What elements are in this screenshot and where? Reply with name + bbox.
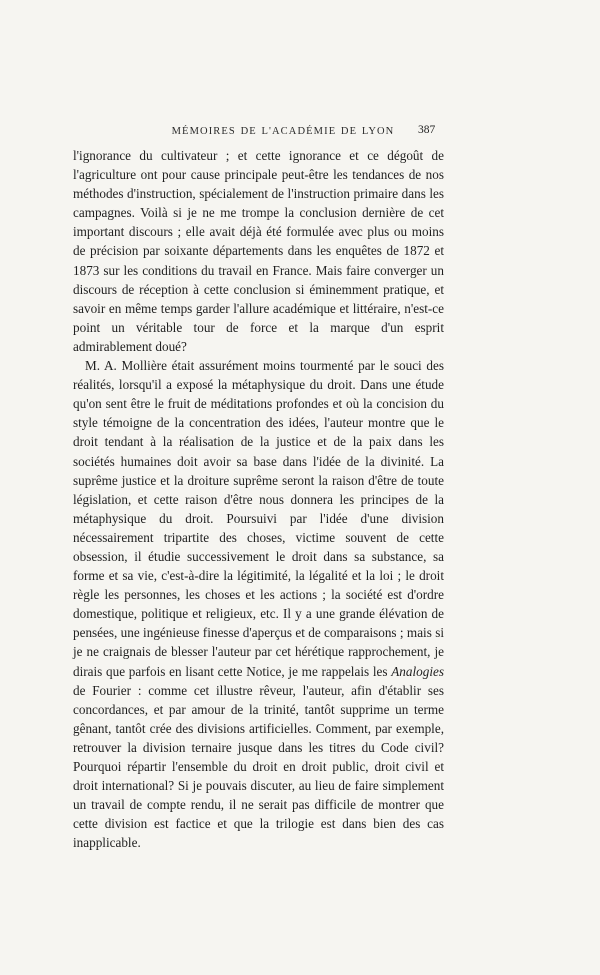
paragraph-2-part-2: de Fourier : comme cet illustre rêveur, l'auteur, afin d'établir ses concordances, et par amour de la trinité, tantôt supprime un terme gênant, tantôt crée des divisions artificielles. Comment, par exemple, retrouver la division ternaire jusque dans les titres du Code civil? Pourquoi répartir l'ensemble du droit en droit public, droit civil et droit international? Si je pouvais discuter, au lieu de faire simplement un travail de compte rendu, il ne serait pas difficile de montrer que cette division est factice et que la trilogie est dans bien des cas inapplicable. [73,682,444,851]
page-number: 387 [418,124,436,136]
analogies-title: Analogies [391,663,444,679]
paragraph-1: l'ignorance du cultivateur ; et cette ignorance et ce dégoût de l'agriculture ont pour cause principale peut-être les tendances de nos méthodes d'instruction, spécialement de l'instruction primaire dans les campagnes. Voilà si je ne me trompe la conclusion dernière de cet important discours ; elle avait déjà été formulée avec plus ou moins de précision par soixante départements dans les enquêtes de 1872 et 1873 sur les conditions du travail en France. Mais faire converger un discours de réception à cette conclusion si éminemment pratique, et savoir en même temps garder l'allure académique et littéraire, n'est-ce point un véritable tour de force et la marque d'un esprit admirablement doué? [73,148,444,354]
body-text [73,146,444,852]
paragraph-2 [73,356,444,852]
running-head: MÉMOIRES DE L'ACADÉMIE DE LYON [171,126,395,137]
paragraph-2-part-1: M. A. Mollière était assurément moins tourmenté par le souci des réalités, lorsqu'il a exposé la métaphysique du droit. Dans une étude qu'on sent être le fruit de méditations profondes et où la concision du style témoigne de la concentration des idées, l'auteur montre que le droit tendant à la réalisation de la justice et de la paix dans les sociétés humaines doit avoir sa base dans l'idée de la divinité. La suprême justice et la droiture suprême seront la raison d'être de toute législation, et cette raison d'être nous donnera les principes de la métaphysique du droit. Poursuivi par l'idée d'une division nécessairement tripartite des choses, victime souvent de cette obsession, il étudie successivement le droit dans sa substance, sa forme et sa vie, c'est-à-dire la légitimité, la légalité et la loi ; le droit règle les personnes, les choses et les actions ; la société est d'ordre domestique, politique et religieux, etc. Il y a une grande élévation de pensées, une ingénieuse finesse d'aperçus et de comparaisons ; mais si je ne craignais de blesser l'auteur par cet hérétique rapprochement, je dirais que parfois en lisant cette Notice, je me rappelais les [73,358,444,679]
